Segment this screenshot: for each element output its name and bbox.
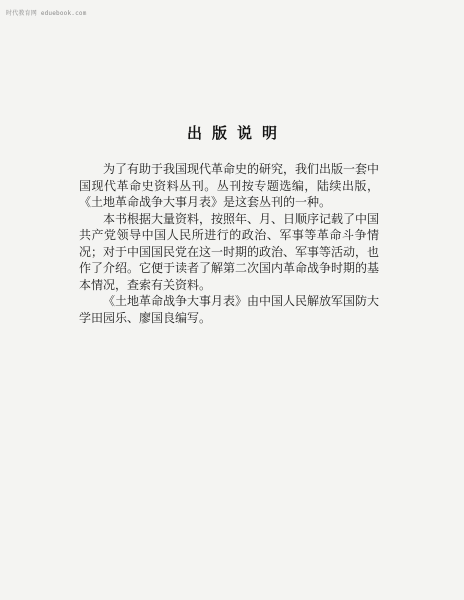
paragraph-3: 《土地革命战争大事月表》由中国人民解放军国防大学田园乐、廖国良编写。 [79, 294, 380, 325]
body-text [79, 161, 379, 326]
page-title: 出版说明 [186, 124, 287, 142]
watermark: 时代教育网 eduebook.com [6, 10, 87, 17]
paragraph-2: 本书根据大量资料，按照年、月、日顺序记载了中国共产党领导中国人民所进行的政治、军事等革命斗争情况；对于中国国民党在这一时期的政治、军事等活动，也作了介绍。它便于读者了解第二次国内革命战争时期的基本情况，查索有关资料。 [79, 211, 380, 292]
paragraph-1: 为了有助于我国现代革命史的研究，我们出版一套中国现代革命史资料丛刊。丛刊按专题选编，陆续出版，《土地革命战争大事月表》是这套丛刊的一种。 [79, 162, 380, 209]
